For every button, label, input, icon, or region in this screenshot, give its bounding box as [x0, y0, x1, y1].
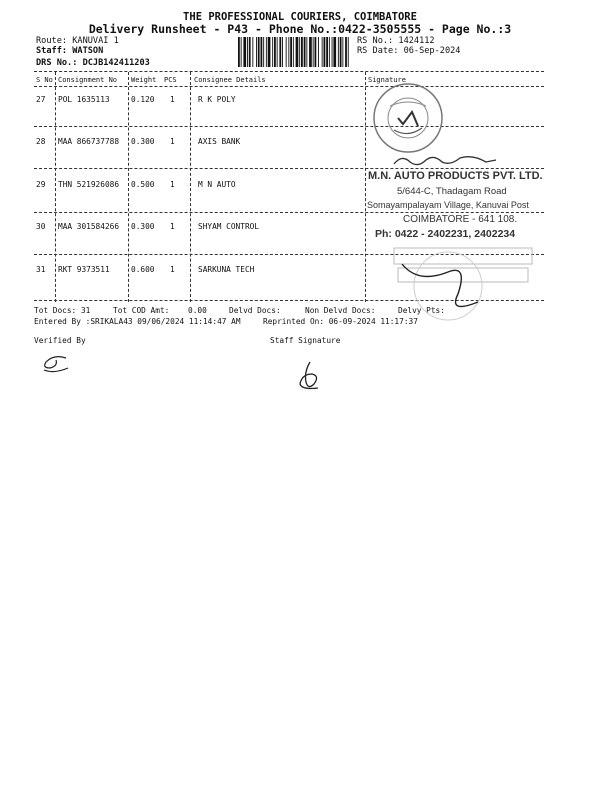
- row-consignee: R K POLY: [198, 95, 236, 104]
- barcode-bar: [324, 37, 326, 67]
- barcode-bar: [345, 37, 347, 67]
- stamp-address-line-1: 5/644-C, Thadagam Road: [397, 186, 507, 197]
- barcode-bar: [290, 37, 292, 67]
- barcode-bar: [279, 37, 281, 67]
- row-sno: 27: [36, 95, 46, 104]
- runsheet-title: Delivery Runsheet - P43 - Phone No.:0422-3505555 - Page No.:3: [88, 22, 512, 36]
- stamp-address-line-2: Somayampalayam Village, Kanuvai Post: [367, 200, 529, 210]
- barcode-bar: [301, 37, 303, 67]
- col-consignment: Consignment No: [58, 76, 118, 84]
- stamp-city: COIMBATORE - 641 108.: [403, 214, 518, 225]
- barcode-bar: [342, 37, 343, 67]
- non-delivered-docs: Non Delvd Docs:: [305, 306, 376, 315]
- barcode-bar: [261, 37, 263, 67]
- col-signature: Signature: [368, 76, 406, 84]
- row-pcs: 1: [170, 95, 175, 104]
- barcode-bar: [322, 37, 323, 67]
- barcode-bar: [288, 37, 289, 67]
- barcode: [238, 37, 350, 67]
- total-cod-label: Tot COD Amt:: [113, 306, 170, 315]
- staff-label: Staff: WATSON: [36, 46, 104, 56]
- row-pcs: 1: [170, 137, 175, 146]
- col-divider: [190, 72, 191, 302]
- stamp-phone: Ph: 0422 - 2402231, 2402234: [375, 228, 516, 240]
- barcode-bar: [249, 37, 251, 67]
- barcode-bar: [332, 37, 333, 67]
- row-consignment: MAA 866737788: [58, 137, 120, 146]
- barcode-bar: [268, 37, 271, 67]
- barcode-bar: [296, 37, 299, 67]
- faded-stamp-marks: [388, 244, 538, 324]
- barcode-bar: [348, 37, 349, 67]
- row-pcs: 1: [170, 222, 175, 231]
- total-cod-value: 0.00: [188, 306, 207, 315]
- barcode-bar: [318, 37, 319, 67]
- barcode-bar: [266, 37, 267, 67]
- row-consignment: THN 521926086: [58, 180, 120, 189]
- row-sno: 30: [36, 222, 46, 231]
- row-consignee: SHYAM CONTROL: [198, 222, 260, 231]
- barcode-bar: [282, 37, 283, 67]
- verified-signature: [38, 352, 72, 374]
- row-consignment: POL 1635113: [58, 95, 110, 104]
- barcode-bar: [286, 37, 287, 67]
- barcode-bar: [340, 37, 342, 67]
- row-consignee: AXIS BANK: [198, 137, 241, 146]
- barcode-bar: [306, 37, 307, 67]
- barcode-bar: [293, 37, 294, 67]
- staff-signature-label: Staff Signature: [270, 336, 341, 345]
- col-sno: S No: [36, 76, 53, 84]
- col-weight: Weight: [131, 76, 157, 84]
- verified-by-label: Verified By: [34, 336, 86, 345]
- row-divider: [34, 126, 544, 127]
- barcode-bar: [263, 37, 264, 67]
- row-sno: 28: [36, 137, 46, 146]
- barcode-bar: [304, 37, 306, 67]
- row-divider: [34, 212, 544, 213]
- barcode-bar: [238, 37, 240, 67]
- entered-by: Entered By :SRIKALA43 09/06/2024 11:14:47 AM: [34, 317, 241, 326]
- barcode-bar: [299, 37, 300, 67]
- col-consignee: Consignee Details: [194, 76, 266, 84]
- round-seal-stamp: [368, 78, 448, 158]
- barcode-bar: [243, 37, 246, 67]
- row-sno: 31: [36, 265, 46, 274]
- barcode-bar: [252, 37, 253, 67]
- row-weight: 0.300: [131, 137, 155, 146]
- barcode-bar: [241, 37, 242, 67]
- barcode-bar: [338, 37, 339, 67]
- row-consignee: M N AUTO: [198, 180, 236, 189]
- col-pcs: PCS: [164, 76, 177, 84]
- col-divider: [55, 72, 56, 302]
- delivered-docs: Delvd Docs:: [229, 306, 281, 315]
- total-docs: Tot Docs: 31: [34, 306, 91, 315]
- row-weight: 0.120: [131, 95, 155, 104]
- rs-date: RS Date: 06-Sep-2024: [357, 46, 461, 56]
- header-rule-top: [34, 71, 544, 72]
- barcode-bar: [247, 37, 248, 67]
- row-pcs: 1: [170, 265, 175, 274]
- header-rule-bottom: [34, 86, 544, 87]
- route-label: Route: KANUVAI 1: [36, 36, 119, 46]
- barcode-bar: [309, 37, 312, 67]
- row-weight: 0.500: [131, 180, 155, 189]
- row-weight: 0.600: [131, 265, 155, 274]
- barcode-bar: [326, 37, 328, 67]
- col-divider: [365, 72, 366, 302]
- delivery-points: Delvy Pts:: [398, 306, 445, 315]
- staff-signature: [292, 360, 328, 392]
- barcode-bar: [256, 37, 257, 67]
- row-weight: 0.300: [131, 222, 155, 231]
- handwritten-signature: [390, 152, 500, 170]
- barcode-bar: [277, 37, 278, 67]
- row-consignment: MAA 301584266: [58, 222, 120, 231]
- reprinted-on: Reprinted On: 06-09-2024 11:17:37: [263, 317, 418, 326]
- barcode-bar: [258, 37, 260, 67]
- stamp-company-name: M.N. AUTO PRODUCTS PVT. LTD.: [368, 170, 543, 182]
- barcode-bar: [329, 37, 330, 67]
- rs-number: RS No.: 1424112: [357, 36, 435, 46]
- company-title: THE PROFESSIONAL COURIERS, COIMBATORE: [183, 11, 417, 23]
- row-consignee: SARKUNA TECH: [198, 265, 255, 274]
- row-consignment: RKT 9373511: [58, 265, 110, 274]
- barcode-bar: [274, 37, 276, 67]
- barcode-bar: [333, 37, 336, 67]
- row-sno: 29: [36, 180, 46, 189]
- drs-number: DRS No.: DCJB142411203: [36, 58, 150, 68]
- barcode-bar: [315, 37, 317, 67]
- col-divider: [128, 72, 129, 302]
- barcode-bar: [313, 37, 314, 67]
- row-pcs: 1: [170, 180, 175, 189]
- barcode-bar: [272, 37, 273, 67]
